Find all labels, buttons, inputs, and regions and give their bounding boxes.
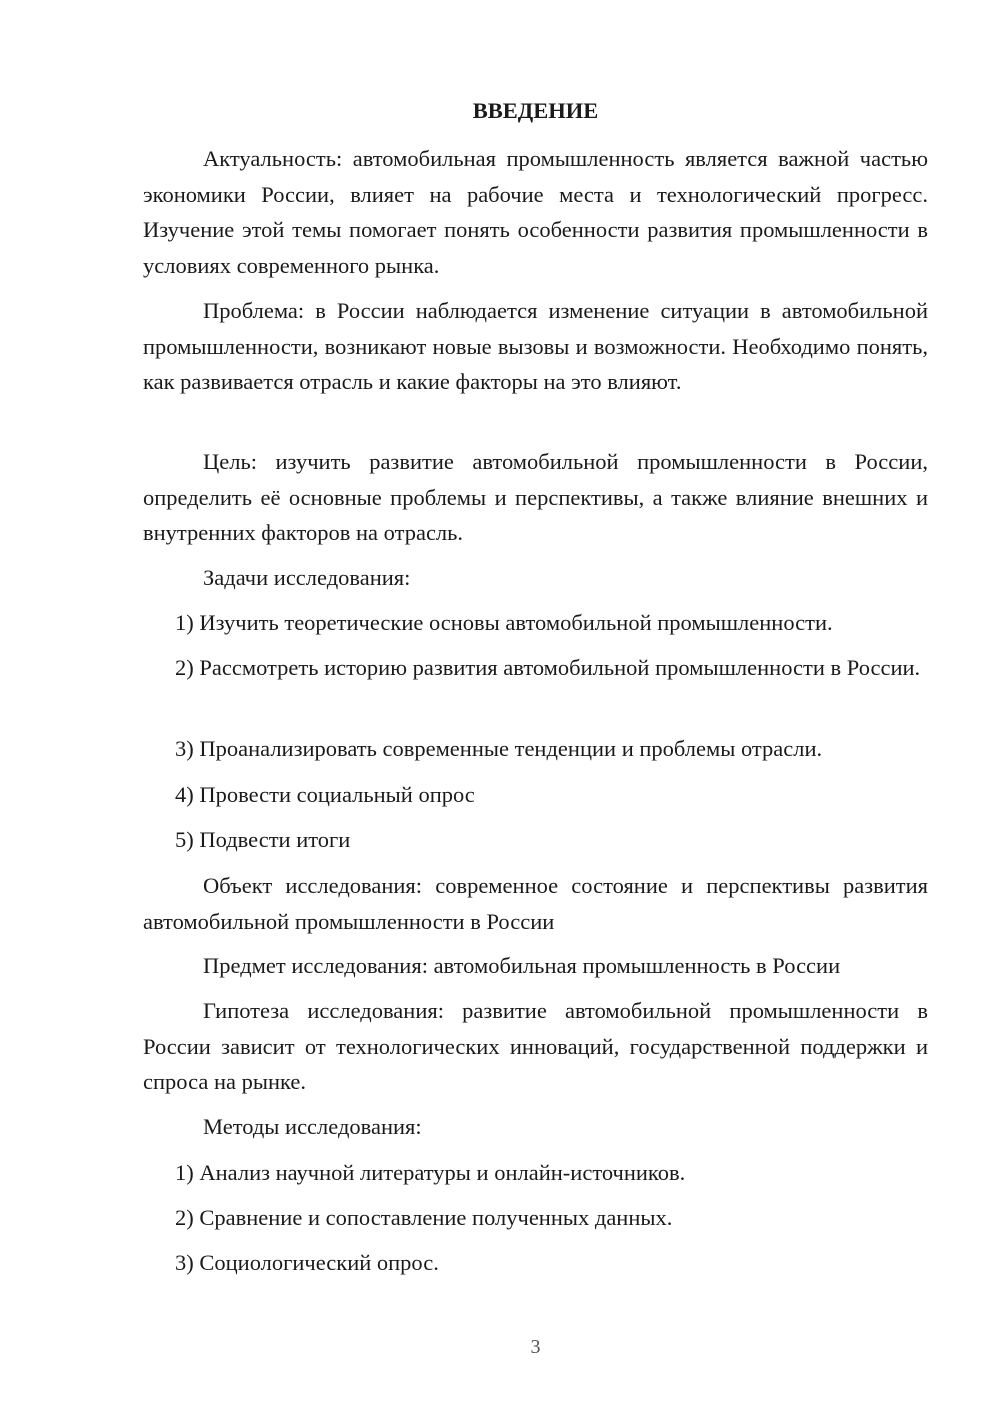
paragraph-hypothesis: Гипотеза исследования: развитие автомобильной промышленности в России зависит от технологических инноваций, государственной поддержки и спроса на рынке. [143, 998, 928, 1094]
paragraph-subject: Предмет исследования: автомобильная промышленность в России [203, 953, 841, 978]
method-item: 1) Анализ научной литературы и онлайн-источников. [175, 1160, 686, 1185]
method-item: 2) Сравнение и сопоставление полученных данных. [175, 1205, 673, 1230]
task-item: 3) Проанализировать современные тенденции и проблемы отрасли. [175, 736, 823, 761]
section-heading: ВВЕДЕНИЕ [472, 98, 599, 123]
task-item: 5) Подвести итоги [175, 827, 351, 852]
method-item: 3) Социологический опрос. [175, 1250, 439, 1275]
methods-title: Методы исследования: [203, 1114, 422, 1139]
tasks-title: Задачи исследования: [203, 565, 411, 590]
paragraph-goal: Цель: изучить развитие автомобильной промышленности в России, определить её основные проблемы и перспективы, а также влияние внешних и внутренних факторов на отрасль. [143, 449, 928, 545]
task-item: 4) Провести социальный опрос [175, 782, 475, 807]
page-number: 3 [530, 1336, 541, 1358]
document-page [143, 0, 928, 1414]
paragraph-object: Объект исследования: современное состояние и перспективы развития автомобильной промышленности в России [143, 873, 928, 934]
paragraph-problem: Проблема: в России наблюдается изменение ситуации в автомобильной промышленности, возникают новые вызовы и возможности. Необходимо понять, как развивается отрасль и какие факторы на это влияют. [143, 298, 928, 394]
task-item: 2) Рассмотреть историю развития автомобильной промышленности в России. [175, 655, 921, 680]
task-item: 1) Изучить теоретические основы автомобильной промышленности. [175, 610, 833, 635]
paragraph-relevance: Актуальность: автомобильная промышленность является важной частью экономики России, влияет на рабочие места и технологический прогресс. Изучение этой темы помогает понять особенности развития промышленности в условиях современного рынка. [143, 146, 928, 278]
